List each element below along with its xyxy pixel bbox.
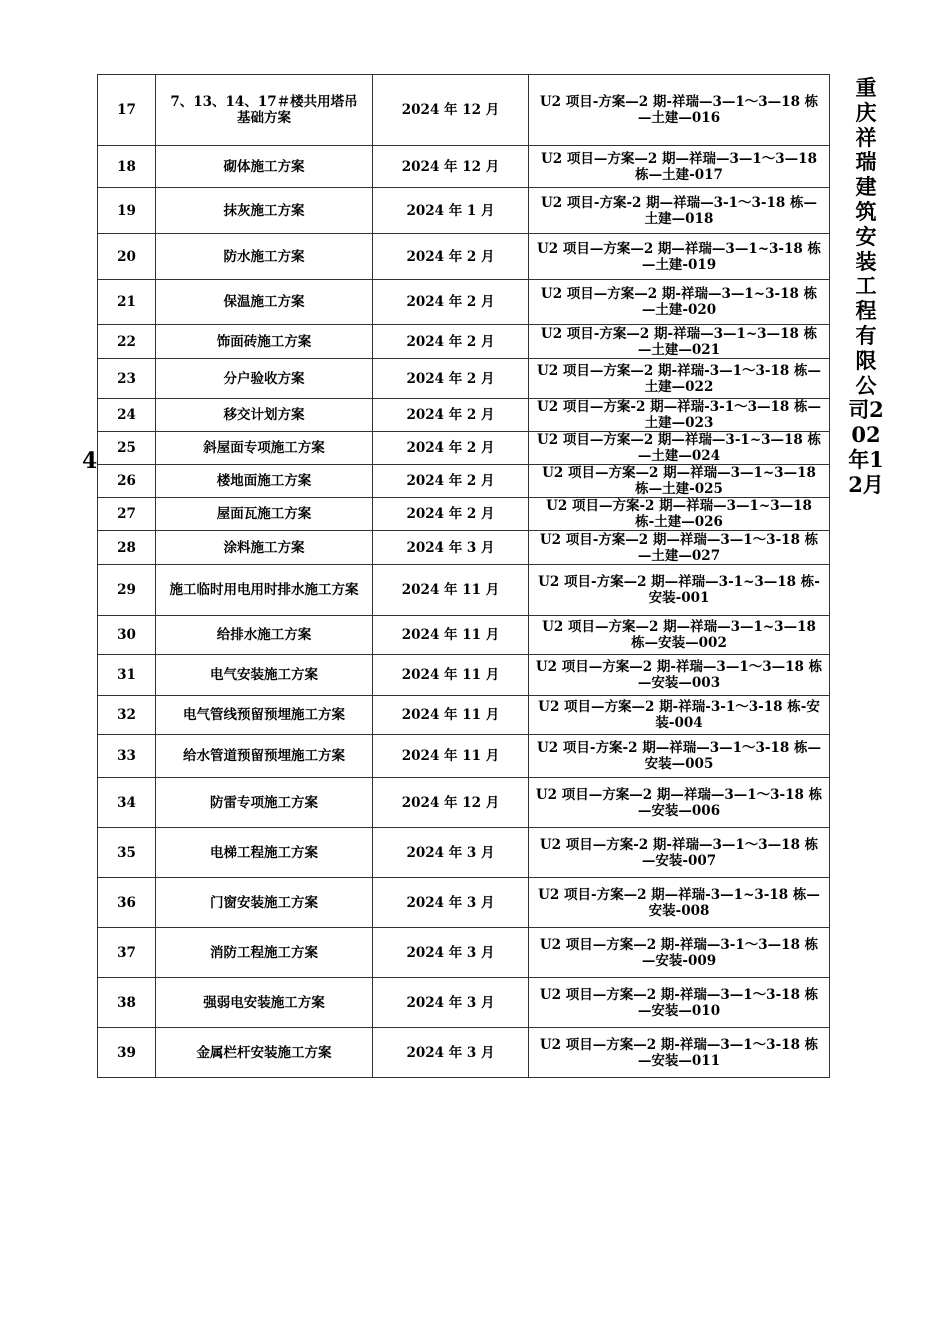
- row-number: 30: [98, 616, 156, 655]
- plan-name: 移交计划方案: [156, 399, 373, 432]
- plan-date: 2024 年 11 月: [373, 696, 529, 735]
- table-row: [98, 75, 830, 146]
- plan-name: 施工临时用电用时排水施工方案: [156, 565, 373, 616]
- row-number: 18: [98, 146, 156, 188]
- row-number: 31: [98, 655, 156, 696]
- plan-date: 2024 年 1 月: [373, 188, 529, 234]
- plan-date: 2024 年 3 月: [373, 531, 529, 565]
- plan-date: 2024 年 3 月: [373, 978, 529, 1028]
- plan-date: 2024 年 12 月: [373, 146, 529, 188]
- plan-name: 7、13、14、17＃楼共用塔吊基础方案: [156, 75, 373, 146]
- table-row: [98, 1028, 830, 1078]
- row-number: 24: [98, 399, 156, 432]
- plan-name: 电气管线预留预埋施工方案: [156, 696, 373, 735]
- plan-name: 防水施工方案: [156, 234, 373, 280]
- table-row: [98, 778, 830, 828]
- plan-date: 2024 年 12 月: [373, 75, 529, 146]
- table-row: [98, 432, 830, 465]
- plan-code: U2 项目—方案—2 期—祥瑞—3—1~3—18 栋—安装—002: [529, 616, 830, 655]
- plan-name: 给排水施工方案: [156, 616, 373, 655]
- plan-date: 2024 年 2 月: [373, 465, 529, 498]
- plan-date: 2024 年 2 月: [373, 399, 529, 432]
- plan-date: 2024 年 2 月: [373, 359, 529, 399]
- plan-code: U2 项目-方案—2 期—祥瑞—3-1~3—18 栋-安装-001: [529, 565, 830, 616]
- plan-date: 2024 年 11 月: [373, 655, 529, 696]
- table-row: [98, 978, 830, 1028]
- plan-code: U2 项目—方案—2 期—祥瑞—3—1～3—18 栋—土建-017: [529, 146, 830, 188]
- table-row: [98, 325, 830, 359]
- plan-name: 消防工程施工方案: [156, 928, 373, 978]
- plan-name: 楼地面施工方案: [156, 465, 373, 498]
- plan-date: 2024 年 11 月: [373, 616, 529, 655]
- plan-name: 抹灰施工方案: [156, 188, 373, 234]
- plan-code: U2 项目-方案—2 期—祥瑞—3—1～3-18 栋—土建—027: [529, 531, 830, 565]
- plan-code: U2 项目—方案—2 期-祥瑞-3-1～3-18 栋-安装-004: [529, 696, 830, 735]
- row-number: 25: [98, 432, 156, 465]
- row-number: 27: [98, 498, 156, 531]
- table-row: [98, 531, 830, 565]
- side-mark: 4: [82, 448, 98, 474]
- plan-name: 金属栏杆安装施工方案: [156, 1028, 373, 1078]
- plan-date: 2024 年 2 月: [373, 498, 529, 531]
- plan-date: 2024 年 2 月: [373, 325, 529, 359]
- plan-date: 2024 年 3 月: [373, 1028, 529, 1078]
- row-number: 34: [98, 778, 156, 828]
- row-number: 39: [98, 1028, 156, 1078]
- plan-code: U2 项目-方案—2 期-祥瑞—3—1～3—18 栋—土建—016: [529, 75, 830, 146]
- plan-code: U2 项目—方案-2 期—祥瑞—3—1~3—18 栋-土建—026: [529, 498, 830, 531]
- table-row: [98, 146, 830, 188]
- plan-code: U2 项目—方案—2 期—祥瑞—3-1~3—18 栋—土建—024: [529, 432, 830, 465]
- plan-date: 2024 年 11 月: [373, 565, 529, 616]
- row-number: 26: [98, 465, 156, 498]
- row-number: 17: [98, 75, 156, 146]
- plan-code: U2 项目—方案-2 期—祥瑞-3-1～3—18 栋—土建—023: [529, 399, 830, 432]
- row-number: 33: [98, 735, 156, 778]
- table-row: [98, 828, 830, 878]
- row-number: 23: [98, 359, 156, 399]
- plan-name: 门窗安装施工方案: [156, 878, 373, 928]
- plan-code: U2 项目—方案—2 期-祥瑞—3-1～3—18 栋—安装-009: [529, 928, 830, 978]
- row-number: 19: [98, 188, 156, 234]
- row-number: 28: [98, 531, 156, 565]
- table-row: [98, 565, 830, 616]
- table-row: [98, 616, 830, 655]
- table-row: [98, 655, 830, 696]
- plan-name: 屋面瓦施工方案: [156, 498, 373, 531]
- plan-code: U2 项目-方案—2 期—祥瑞-3—1~3-18 栋—安装-008: [529, 878, 830, 928]
- row-number: 32: [98, 696, 156, 735]
- plan-name: 给水管道预留预埋施工方案: [156, 735, 373, 778]
- row-number: 22: [98, 325, 156, 359]
- row-number: 35: [98, 828, 156, 878]
- plan-code: U2 项目-方案-2 期—祥瑞—3—1～3-18 栋—安装—005: [529, 735, 830, 778]
- table-row: [98, 735, 830, 778]
- plan-code: U2 项目—方案—2 期—祥瑞—3—1~3—18 栋—土建-025: [529, 465, 830, 498]
- table-row: [98, 280, 830, 325]
- plan-code: U2 项目—方案—2 期-祥瑞—3—1~3-18 栋—土建-020: [529, 280, 830, 325]
- plan-date: 2024 年 3 月: [373, 828, 529, 878]
- table-row: [98, 234, 830, 280]
- plan-date: 2024 年 3 月: [373, 878, 529, 928]
- plan-name: 电梯工程施工方案: [156, 828, 373, 878]
- row-number: 20: [98, 234, 156, 280]
- plan-table: [97, 74, 830, 1078]
- plan-code: U2 项目—方案—2 期-祥瑞—3—1～3-18 栋—安装—010: [529, 978, 830, 1028]
- table-row: [98, 696, 830, 735]
- plan-code: U2 项目—方案—2 期—祥瑞—3—1~3-18 栋—土建-019: [529, 234, 830, 280]
- plan-code: U2 项目—方案—2 期-祥瑞—3—1～3—18 栋—安装—003: [529, 655, 830, 696]
- plan-date: 2024 年 2 月: [373, 234, 529, 280]
- plan-name: 分户验收方案: [156, 359, 373, 399]
- row-number: 37: [98, 928, 156, 978]
- plan-date: 2024 年 11 月: [373, 735, 529, 778]
- plan-code: U2 项目—方案—2 期—祥瑞—3—1～3-18 栋—安装—006: [529, 778, 830, 828]
- plan-name: 电气安装施工方案: [156, 655, 373, 696]
- row-number: 36: [98, 878, 156, 928]
- table-row: [98, 399, 830, 432]
- plan-date: 2024 年 12 月: [373, 778, 529, 828]
- plan-name: 砌体施工方案: [156, 146, 373, 188]
- plan-name: 强弱电安装施工方案: [156, 978, 373, 1028]
- table-row: [98, 498, 830, 531]
- plan-code: U2 项目—方案—2 期-祥瑞—3—1～3-18 栋—安装—011: [529, 1028, 830, 1078]
- table-row: [98, 928, 830, 978]
- plan-name: 斜屋面专项施工方案: [156, 432, 373, 465]
- company-vertical-text: 重庆祥瑞建筑安装工程有限公司202年12月: [848, 75, 884, 497]
- plan-table-body: [98, 75, 830, 1078]
- row-number: 21: [98, 280, 156, 325]
- plan-name: 饰面砖施工方案: [156, 325, 373, 359]
- plan-date: 2024 年 3 月: [373, 928, 529, 978]
- table-row: [98, 878, 830, 928]
- plan-date: 2024 年 2 月: [373, 432, 529, 465]
- table-row: [98, 359, 830, 399]
- plan-code: U2 项目—方案—2 期-祥瑞-3—1～3-18 栋—土建—022: [529, 359, 830, 399]
- row-number: 38: [98, 978, 156, 1028]
- plan-name: 涂料施工方案: [156, 531, 373, 565]
- plan-code: U2 项目-方案-2 期—祥瑞—3-1～3-18 栋—土建—018: [529, 188, 830, 234]
- plan-name: 防雷专项施工方案: [156, 778, 373, 828]
- row-number: 29: [98, 565, 156, 616]
- plan-code: U2 项目—方案-2 期-祥瑞—3—1～3—18 栋—安装-007: [529, 828, 830, 878]
- plan-code: U2 项目-方案—2 期-祥瑞—3—1~3—18 栋—土建—021: [529, 325, 830, 359]
- plan-date: 2024 年 2 月: [373, 280, 529, 325]
- table-row: [98, 465, 830, 498]
- table-row: [98, 188, 830, 234]
- plan-name: 保温施工方案: [156, 280, 373, 325]
